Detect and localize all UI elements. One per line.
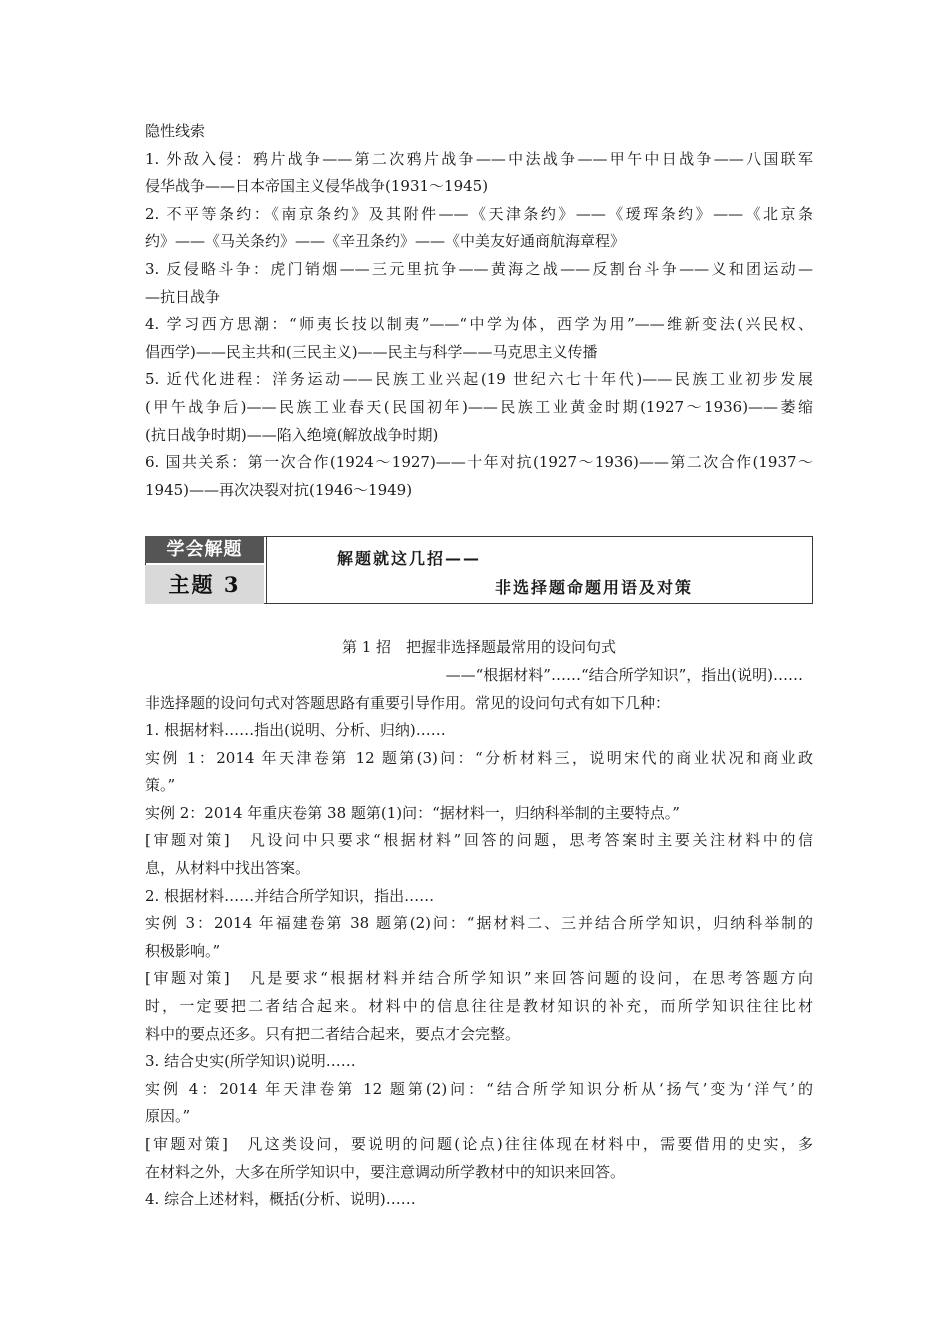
paragraph-line: 实例 1：2014 年天津卷第 12 题第(3)问：“分析材料三，说明宋代的商业状况和商业政 [145,748,813,767]
paragraph-line: 实例 2：2014 年重庆卷第 38 题第(1)问：“据材料一，归纳科举制的主要特点。” [145,803,680,822]
banner-title-line2: 非选择题命题用语及对策 [495,578,694,598]
paragraph-line: 1945)——再次决裂对抗(1946～1949) [145,480,413,499]
section-hidden-clues [145,118,813,504]
section-title: 第 1 招 把握非选择题最常用的设问句式 [341,638,617,657]
paragraph-line: 实例 4：2014 年天津卷第 12 题第(2)问：“结合所学知识分析从‘扬气’变为‘洋气’的 [145,1079,813,1098]
paragraph-line: [审题对策] 凡设问中只要求“根据材料”回答的问题，思考答案时主要关注材料中的信 [145,831,813,850]
paragraph-line: 2. 根据材料……并结合所学知识，指出…… [145,886,435,905]
paragraph-line: [审题对策] 凡这类设问，要说明的问题(论点)往往体现在材料中，需要借用的史实，多 [145,1135,813,1153]
paragraph-line: (抗日战争时期)——陷入绝境(解放战争时期) [145,425,439,444]
paragraph-line: 非选择题的设问句式对答题思路有重要引导作用。常见的设问句式有如下几种： [145,693,671,712]
paragraph-line: (甲午战争后)——民族工业春天(民国初年)——民族工业黄金时期(1927～1936)——萎缩 [145,397,813,416]
topic-banner [145,536,813,606]
paragraph-line: 时，一定要把二者结合起来。材料中的信息往往是教材知识的补充，而所学知识往往比材 [145,997,813,1016]
banner-tag-bottom: 主题 3 [145,565,264,604]
banner-title-line1: 解题就这几招—— [337,549,482,569]
paragraph-line: 倡西学)——民主共和(三民主义)——民主与科学——马克思主义传播 [145,342,598,361]
paragraph-line: 原因。” [145,1107,191,1126]
paragraph-line: 4. 学习西方思潮：“师夷长技以制夷”——“中学为体，西学为用”——维新变法(兴民权、 [145,315,813,334]
paragraph-line: 5. 近代化进程：洋务运动——民族工业兴起(19 世纪六七十年代)——民族工业初步发展 [145,370,813,389]
paragraph-line: 4. 综合上述材料，概括(分析、说明)…… [145,1190,416,1209]
paragraph-line: 1. 根据材料……指出(说明、分析、归纳)…… [145,721,446,740]
banner-divider [266,536,267,604]
paragraph-line: 积极影响。” [145,941,221,960]
paragraph-line: —抗日战争 [145,287,221,306]
paragraph-line: 1. 外敌入侵：鸦片战争——第二次鸦片战争——中法战争——甲午中日战争——八国联军 [145,149,813,168]
paragraph-line: 料中的要点还多。只有把二者结合起来，要点才会完整。 [145,1024,521,1043]
paragraph-line: 约》——《马关条约》——《辛丑条约》——《中美友好通商航海章程》 [145,232,626,251]
paragraph-line: 在材料之外，大多在所学知识中，要注意调动所学教材中的知识来回答。 [145,1162,626,1181]
banner-tag-top: 学会解题 [145,536,264,563]
paragraph-line: 策。” [145,776,176,795]
paragraph-line: 3. 反侵略斗争：虎门销烟——三元里抗争——黄海之战——反割台斗争——义和团运动— [145,259,813,278]
section-subtitle: ——“根据材料”……“结合所学知识”，指出(说明)…… [445,665,803,684]
section-heading: 隐性线索 [145,122,206,140]
paragraph-line: 3. 结合史实(所学知识)说明…… [145,1052,356,1071]
paragraph-line: 6. 国共关系：第一次合作(1924～1927)——十年对抗(1927～1936)——第二次合作(1937～ [145,453,813,472]
paragraph-line: 2. 不平等条约：《南京条约》及其附件——《天津条约》——《瑷珲条约》——《北京条 [145,204,813,223]
paragraph-line: 实例 3：2014 年福建卷第 38 题第(2)问：“据材料二、三并结合所学知识，归纳科举制的 [145,914,813,933]
paragraph-line: 息，从材料中找出答案。 [145,859,311,878]
paragraph-line: [审题对策] 凡是要求“根据材料并结合所学知识”来回答问题的设问，在思考答题方向 [145,969,813,988]
paragraph-line: 侵华战争——日本帝国主义侵华战争(1931～1945) [145,177,489,196]
section-question-patterns [145,634,813,1213]
document-page [145,118,813,1214]
